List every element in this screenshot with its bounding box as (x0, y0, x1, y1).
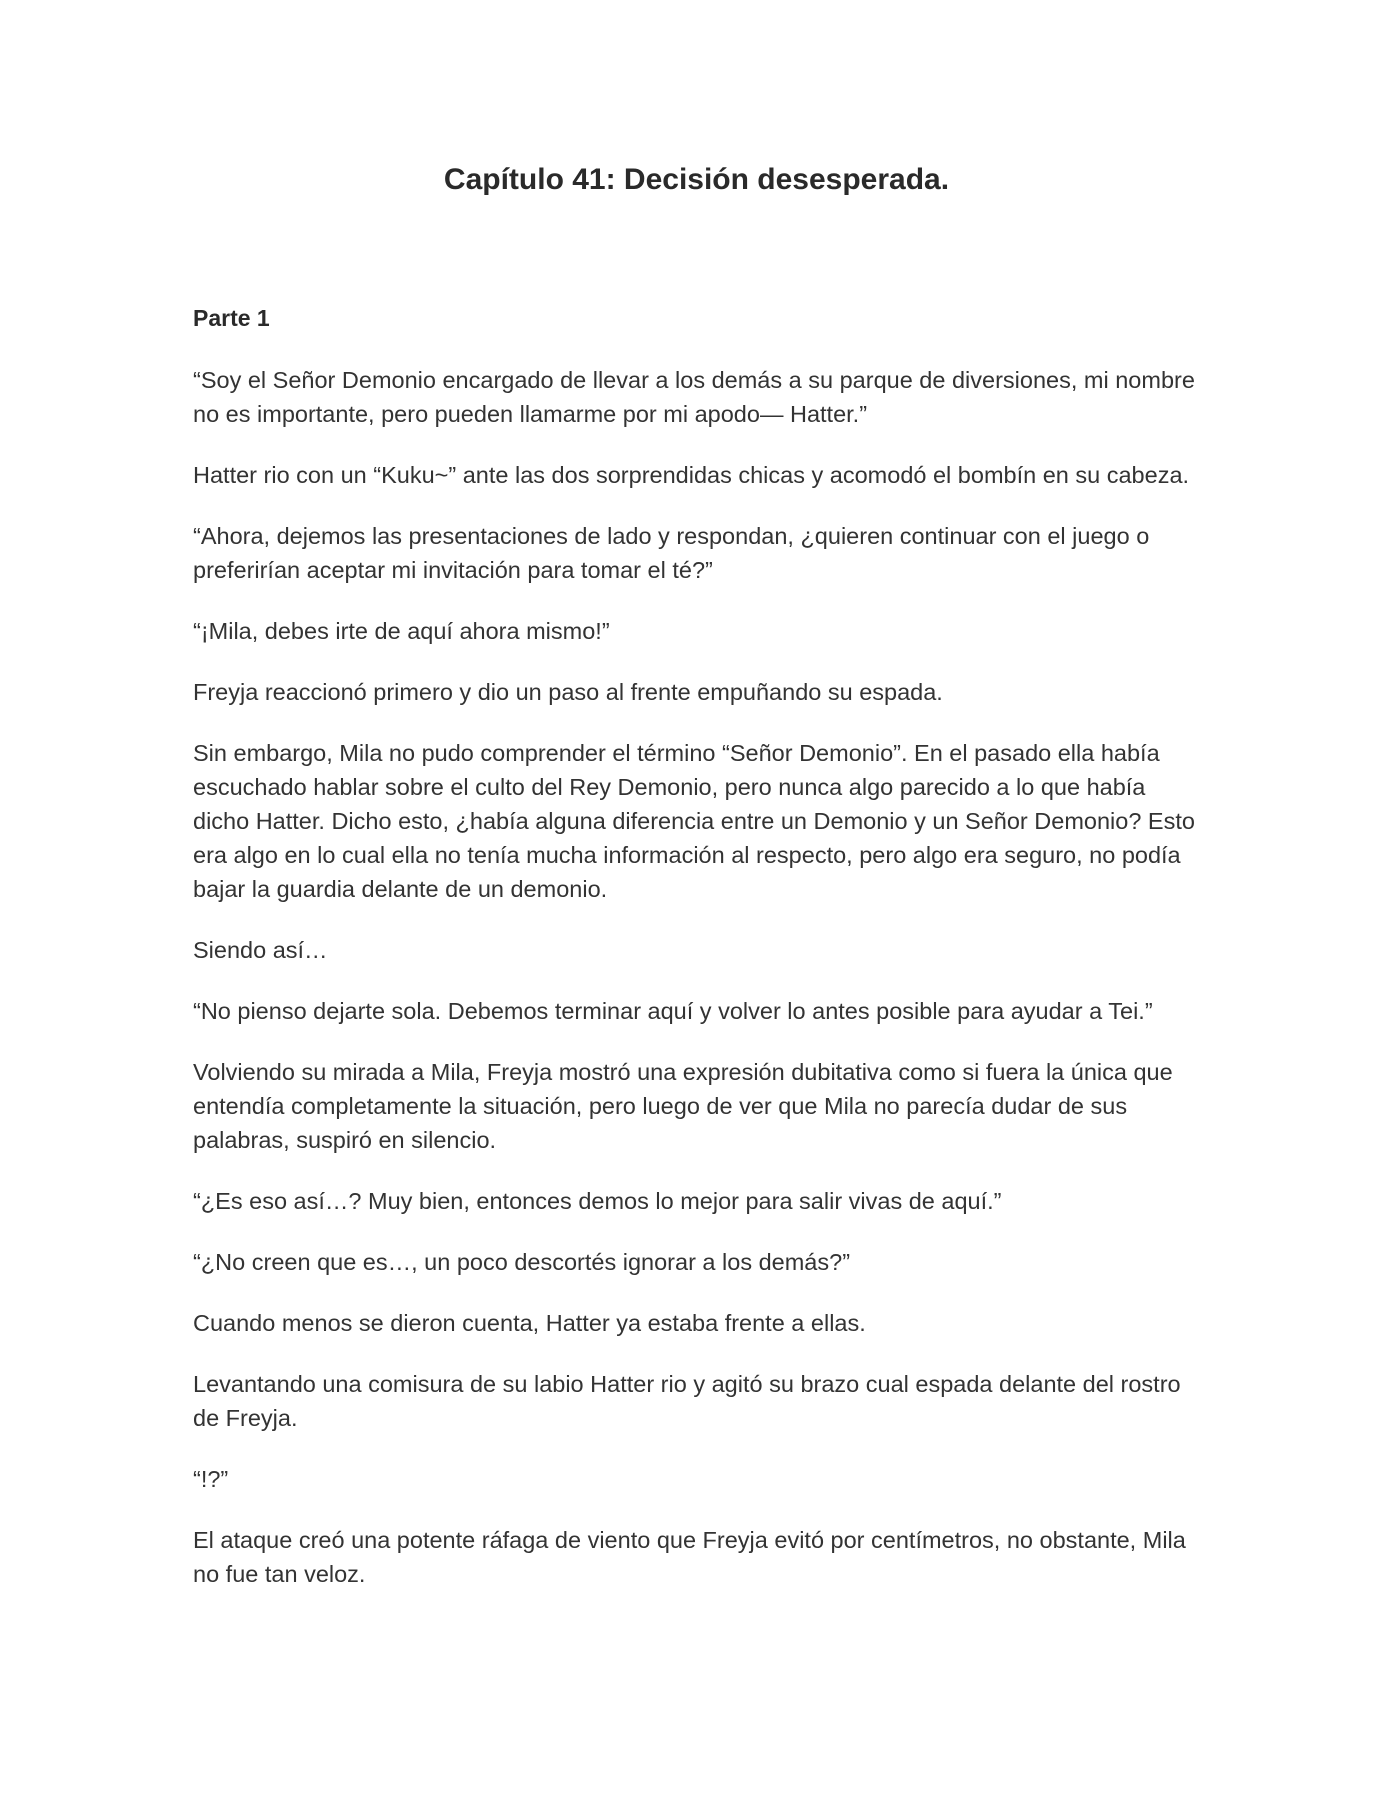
paragraph: Hatter rio con un “Kuku~” ante las dos sorprendidas chicas y acomodó el bombín en su cabeza. (193, 462, 1190, 488)
paragraph: “¿No creen que es…, un poco descortés ignorar a los demás?” (193, 1249, 851, 1275)
paragraph: Siendo así… (193, 937, 328, 963)
paragraph: “¿Es eso así…? Muy bien, entonces demos lo mejor para salir vivas de aquí.” (193, 1188, 1002, 1214)
paragraph: “No pienso dejarte sola. Debemos terminar aquí y volver lo antes posible para ayudar a Tei.” (193, 998, 1153, 1024)
paragraph: Freyja reaccionó primero y dio un paso al frente empuñando su espada. (193, 679, 943, 705)
body-text (193, 363, 1203, 1618)
document-page (193, 0, 1213, 1812)
paragraph: “Soy el Señor Demonio encargado de llevar a los demás a su parque de diversiones, mi nombre no es importante, pero pueden llamarme por mi apodo— Hatter.” (193, 367, 1195, 427)
paragraph: “!?” (193, 1466, 229, 1492)
paragraph: “Ahora, dejemos las presentaciones de lado y respondan, ¿quieren continuar con el juego o preferirían aceptar mi invitación para tomar el té?” (193, 523, 1150, 583)
paragraph: Sin embargo, Mila no pudo comprender el término “Señor Demonio”. En el pasado ella había escuchado hablar sobre el culto del Rey Demonio, pero nunca algo parecido a lo que había dicho Hatter. Dicho esto, ¿había alguna diferencia entre un Demonio y un Señor Demonio? Esto era algo en lo cual ella no tenía mucha información al respecto, pero algo era seguro, no podía bajar la guardia delante de un demonio. (193, 740, 1195, 902)
paragraph: “¡Mila, debes irte de aquí ahora mismo!” (193, 618, 610, 644)
chapter-title: Capítulo 41: Decisión desesperada. (443, 163, 950, 196)
paragraph: Volviendo su mirada a Mila, Freyja mostró una expresión dubitativa como si fuera la única que entendía completamente la situación, pero luego de ver que Mila no parecía dudar de sus palabras, suspiró en silencio. (193, 1059, 1173, 1153)
paragraph: Cuando menos se dieron cuenta, Hatter ya estaba frente a ellas. (193, 1310, 866, 1336)
paragraph: El ataque creó una potente ráfaga de viento que Freyja evitó por centímetros, no obstante, Mila no fue tan veloz. (193, 1527, 1186, 1587)
paragraph: Levantando una comisura de su labio Hatter rio y agitó su brazo cual espada delante del rostro de Freyja. (193, 1371, 1181, 1431)
section-heading: Parte 1 (193, 305, 270, 331)
